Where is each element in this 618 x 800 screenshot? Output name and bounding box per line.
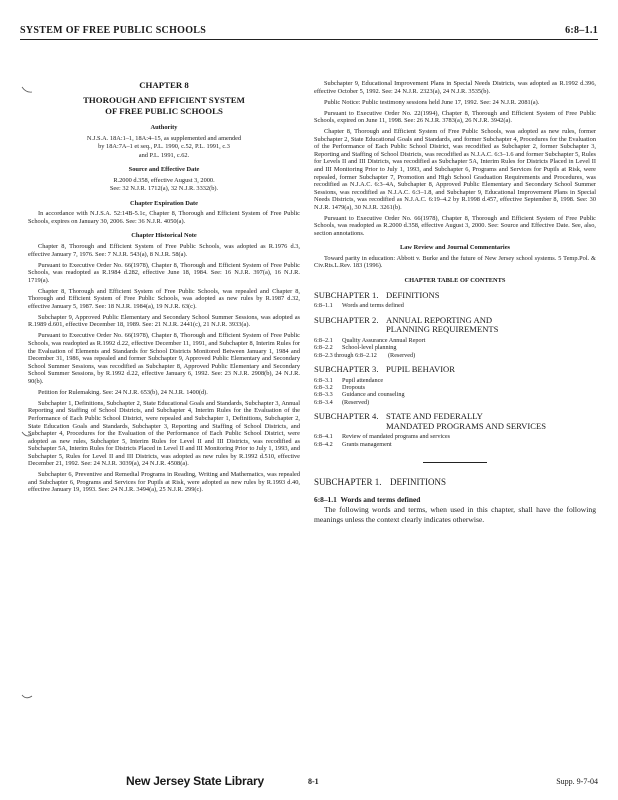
- source-line: R.2000 d.358, effective August 3, 2000.: [113, 176, 215, 184]
- toc-section[interactable]: 6:8–1.1 Words and terms defined: [314, 302, 404, 310]
- toc-subchapter[interactable]: SUBCHAPTER 1. DEFINITIONS: [314, 289, 440, 300]
- page-footer: [20, 774, 598, 792]
- section-divider: [423, 462, 487, 463]
- toc-section[interactable]: 6:8–4.1 Review of mandated programs and services: [314, 433, 451, 441]
- toc-subchapter[interactable]: SUBCHAPTER 4. STATE AND FEDERALLY MANDATED PROGRAMS AND SERVICES: [314, 411, 546, 431]
- toc-section[interactable]: 6:8–4.2 Grants management: [314, 440, 392, 448]
- history-paragraph: Subchapter 1, Definitions, Subchapter 2, State Educational Goals and Standards, Subchapter 3, Annual Reporting and Staffing of School Districts, and Subchapter 4, Interim Rules for the Evaluation of the Performance of Each Public School District, were repealed and Subchapter 1, Definitions, Subchapter 2, State Education Goals and Standards, Subchapter 3, Reporting and Staffing of School Districts, and Subchapter 4, Procedures for the Evaluation of the Performance of Each Public School District, were adopted as new rules, Subchapter 5, Interim Rules for Level II and III Districts, was recodified as Subchapter 5A, Interim Rules for Districts Placed in Level II and III Monitoring Prior to July 1, 1993, and Subchapter 5, Rules for Level II and III Districts, was adopted as new rules by R.1992 d.510, effective December 21, 1992. See: 24 N.J.R. 3039(a), 24 N.J.R. 4508(a).: [28, 399, 300, 468]
- chapter-title-line-1: THOROUGH AND EFFICIENT SYSTEM: [83, 95, 245, 105]
- header-title: SYSTEM OF FREE PUBLIC SCHOOLS: [20, 25, 207, 36]
- history-paragraph: Pursuant to Executive Order No. 66(1978), Chapter 8, Thorough and Efficient System of Free Public Schools, was readopted as R.2000 d.358, effective August 3, 2000. See: Source and Effective Date. See, also, section annotations.: [314, 214, 596, 237]
- history-paragraph: Pursuant to Executive Order No. 66(1978), Chapter 8, Thorough and Efficient System of Free Public Schools, was readopted as R.1984 d.282, effective June 18, 1984. See: 16 N.J.R. 397(a), 16 N.J.R. 1719(a).: [28, 261, 300, 284]
- source-heading: Source and Effective Date: [128, 166, 200, 174]
- left-column: [28, 80, 300, 497]
- history-paragraph: Petition for Rulemaking. See: 24 N.J.R. 653(b), 24 N.J.R. 1400(d).: [38, 388, 208, 396]
- chapter-number: CHAPTER 8: [139, 80, 189, 90]
- history-paragraph: Public Notice: Public testimony sessions held June 17, 1992. See: 24 N.J.R. 2081(a).: [324, 98, 540, 106]
- toc-subchapter[interactable]: SUBCHAPTER 2. ANNUAL REPORTING AND PLANNING REQUIREMENTS: [314, 314, 499, 335]
- expiration-heading: Chapter Expiration Date: [129, 199, 199, 207]
- authority-line: N.J.S.A. 18A:1–1, 18A:4–15, as supplemented and amended: [86, 134, 242, 142]
- law-review-heading: Law Review and Journal Commentaries: [399, 244, 511, 252]
- table-of-contents: [314, 291, 596, 449]
- page-number: 8-1: [308, 777, 319, 786]
- toc-subchapter[interactable]: SUBCHAPTER 3. PUPIL BEHAVIOR: [314, 363, 455, 374]
- toc-section[interactable]: 6:8–3.4 (Reserved): [314, 398, 370, 406]
- law-review-text: Toward parity in education: Abbott v. Burke and the future of New Jersey school systems. 5 Temp.Pol. & Civ.Rts.L.Rev. 183 (1996).: [314, 254, 596, 270]
- history-paragraph: Subchapter 9, Approved Public Elementary and Secondary School Summer Sessions, was adopted as R.1989 d.601, effective December 18, 1989. See: 21 N.J.R. 2441(c), 21 N.J.R. 3933(a).: [28, 313, 300, 329]
- toc-section[interactable]: 6:8–3.3 Guidance and counseling: [314, 391, 405, 399]
- section-title: 6:8–1.1 Words and terms defined: [314, 495, 421, 505]
- chapter-title-line-2: OF FREE PUBLIC SCHOOLS: [105, 106, 223, 116]
- toc-section[interactable]: 6:8–2.3 through 6:8–2.12 (Reserved): [314, 351, 416, 359]
- margin-mark-icon: [20, 690, 34, 704]
- authority-line: and P.L. 1991, c.62.: [138, 151, 190, 159]
- history-paragraph: Chapter 8, Thorough and Efficient System of Free Public Schools, was repealed and Chapter 8, Thorough and Efficient System of Free Public Schools, was adopted as new rules by R.1987 d.32, effective January 5, 1987. See: 18 N.J.R. 1984(a), 19 N.J.R. 63(c).: [28, 287, 300, 310]
- authority-heading: Authority: [150, 124, 178, 131]
- header-section: 6:8–1.1: [565, 25, 598, 36]
- history-paragraph: Chapter 8, Thorough and Efficient System of Free Public Schools, was adopted as R.1976 d.3, effective January 7, 1976. See: 7 N.J.R. 543(a), 8 N.J.R. 58(a).: [28, 243, 300, 258]
- expiration-text: In accordance with N.J.S.A. 52:14B-5.1c, Chapter 8, Thorough and Efficient System of Free Public Schools, expires on January 30, 2006. See: 36 N.J.R. 4050(a).: [28, 210, 300, 225]
- history-paragraph: Pursuant to Executive Order No. 66(1978), Chapter 8, Thorough and Efficient System of Free Public Schools, was readopted as R.1992 d.22, effective December 11, 1991, and Subchapter 8, Interim Rules for the Evaluation of Elements and Standards for School Districts Monitored Between January 1, 1984 and December 31, 1986, was repealed and former Subchapter 9, Approved Public Elementary and Secondary School Summer Sessions, was recodified as Subchapter 8, Approved Public Elementary and Secondary School Summer Sessions, by R.1992 d.22, effective January 6, 1992. See: 23 N.J.R. 2908(b), 24 N.J.R. 90(b).: [28, 332, 300, 385]
- running-header: [20, 18, 598, 40]
- toc-section[interactable]: 6:8–2.2 School-level planning: [314, 344, 397, 352]
- library-stamp: New Jersey State Library: [126, 774, 264, 788]
- section-body: The following words and terms, when used in this chapter, shall have the following meanings unless the context clearly indicates otherwise.: [314, 504, 596, 524]
- supplement-date: Supp. 9-7-04: [556, 777, 598, 786]
- history-paragraph: Subchapter 6, Preventive and Remedial Programs in Reading, Writing and Mathematics, was repealed and Subchapter 6, Programs and Services for Pupils at Risk, were adopted as new rules by R.1993 d.40, effective January 19, 1993. See: 24 N.J.R. 3494(a), 25 N.J.R. 299(c).: [28, 471, 300, 494]
- toc-heading: CHAPTER TABLE OF CONTENTS: [404, 277, 506, 285]
- history-paragraph: Pursuant to Executive Order No. 22(1994), Chapter 8, Thorough and Efficient System of Free Public Schools, expired on June 11, 1998. See: 26 N.J.R. 3783(a), 26 N.J.R. 3942(a).: [314, 109, 596, 125]
- history-paragraph: Chapter 8, Thorough and Efficient System of Free Public Schools, was adopted as new rules, former Subchapter 2, State Educational Goals and Standards, and former Subchapter 4, Procedures for the Evaluation of the Performance of Each Public School District, was recodified as Subchapter 2, former Subchapter 3, Reporting and Staffing of School Districts, was recodified as N.J.A.C. 6:3–1.6 and former Subchapter 5, Rules for Levels II and III Districts, was recodified as Subchapter 5A, Interim Rules for Districts Placed in Level II and III Monitoring Prior to July 1, 1993, and Subchapter 6, Programs and Services for Pupils at Risk, were repealed, former Subchapter 7, Promotion and High School Graduation Requirements and Procedures, was recodified as N.J.A.C. 6:3–4A, Subchapter 8, Approved Public Elementary and Secondary School Summer Sessions, was recodified as N.J.A.C. 6:3–1.8, and Subchapter 9, Educational Improvement Plans in Special Needs Districts, was recodified as N.J.A.C. 6:19–4.2 by R.1998 d.457, effective September 8, 1998. See: 30 N.J.R. 1479(a), 30 N.J.R. 3261(b).: [314, 128, 596, 211]
- toc-section[interactable]: 6:8–2.1 Quality Assurance Annual Report: [314, 336, 426, 344]
- history-paragraph: Subchapter 9, Educational Improvement Plans in Special Needs Districts, was adopted as R.1992 d.396, effective October 5, 1992. See: 24 N.J.R. 2323(a), 24 N.J.R. 3535(b).: [314, 80, 596, 95]
- toc-section[interactable]: 6:8–3.1 Pupil attendance: [314, 376, 384, 384]
- source-line: See: 32 N.J.R. 1712(a), 32 N.J.R. 3332(b).: [109, 185, 219, 193]
- section-subchapter-heading: SUBCHAPTER 1. DEFINITIONS: [314, 477, 446, 488]
- history-heading: Chapter Historical Note: [131, 232, 197, 240]
- right-column: [314, 80, 596, 525]
- authority-line: by 18A:7A–1 et seq., P.L. 1990, c.52, P.L. 1991, c.3: [98, 143, 230, 151]
- toc-section[interactable]: 6:8–3.2 Dropouts: [314, 383, 366, 391]
